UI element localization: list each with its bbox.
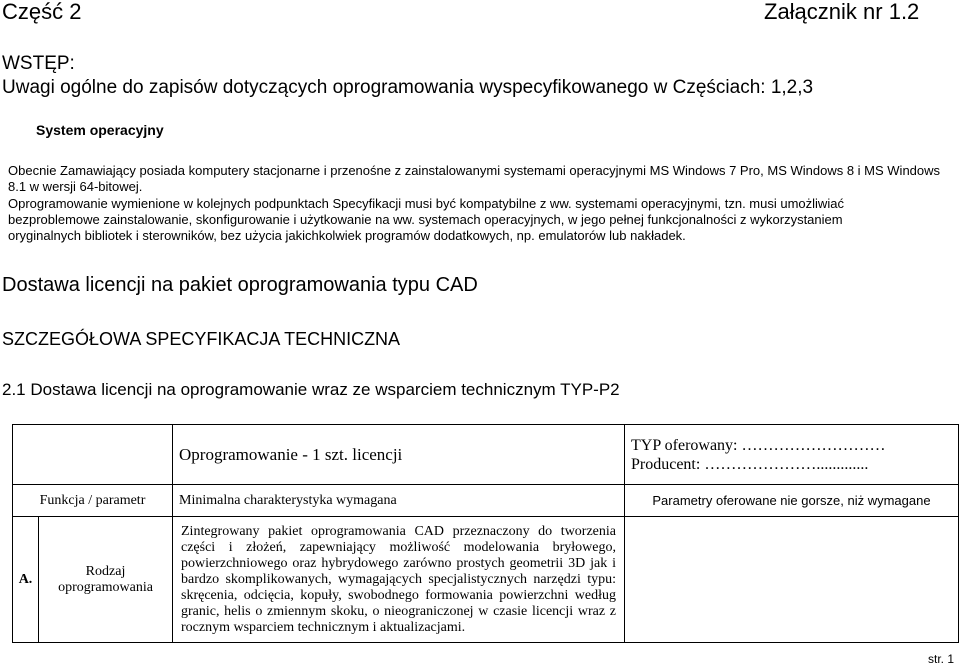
os-paragraph-1: Obecnie Zamawiający posiada komputery stacjonarne i przenośne z zainstalowanymi systemami operacyjnymi MS Windows 7 Pro, MS Windows 8 i MS Windows 8.1 w wersji 64-bitowej. [8,163,941,194]
offer-info-cell [625,425,959,485]
col-function: Funkcja / parametr [13,485,173,517]
table-row [13,517,959,643]
row-description: Zintegrowany pakiet oprogramowania CAD przeznaczony do tworzenia części i złożeń, zapewniający możliwość modelowania bryłowego, powierzchniowego oraz hybrydowego zarówno prostych geometrii 3D jak i bardzo skomplikowanych, wymagających specjalistycznych narzędzi typu: skręcenia, odcięcia, kopuły, swobodnego formowania powierzchni według granic, helis o zmiennym skoku, o nieograniczonej w czasie licencji wraz z rocznym wsparciem technicznym i aktualizacjami. [173,517,625,643]
intro-label: WSTĘP: [2,53,75,74]
row-name: Rodzaj oprogramowania [39,517,173,643]
table-columns-row [13,485,959,517]
empty-cell [13,425,173,485]
part-label: Część 2 [2,0,82,24]
typ-offered: TYP oferowany: ……………………… [631,436,886,454]
row-letter: A. [13,517,39,643]
row-offered-cell [625,517,959,643]
intro-title: Uwagi ogólne do zapisów dotyczących oprogramowania wyspecyfikowanego w Częściach: 1,2,3 [2,77,814,98]
section-heading: 2.1 Dostawa licencji na oprogramowanie wraz ze wsparciem technicznym TYP-P2 [2,380,620,399]
os-paragraph-2-line: Oprogramowanie wymienione w kolejnych podpunktach Specyfikacji musi być kompatybilne z ww. systemami operacyjnymi, tzn. musi umożliwiać [8,196,844,211]
cad-heading: Dostawa licencji na pakiet oprogramowania typu CAD [2,274,478,296]
col-min: Minimalna charakterystyka wymagana [173,485,625,517]
os-paragraph-2-line: oryginalnych bibliotek i sterowników, bez użycia jakichkolwiek programów dodatkowych, np. emulatorów lub nakładek. [8,228,686,243]
os-heading: System operacyjny [36,122,164,138]
os-paragraph-2 [8,196,952,244]
producer: Producent: …………………............. [631,455,869,473]
attachment-label: Załącznik nr 1.2 [764,0,920,24]
software-qty-cell: Oprogramowanie - 1 szt. licencji [173,425,625,485]
intro-block [2,52,813,100]
os-paragraph-2-line: bezproblemowe zainstalowanie, skonfigurowanie i użytkowanie na ww. systemach operacyjnych, w jego pełnej funkcjonalności z wykorzystaniem [8,212,843,227]
col-offered: Parametry oferowane nie gorsze, niż wymagane [625,485,959,517]
spec-table [12,424,959,643]
spec-heading: SZCZEGÓŁOWA SPECYFIKACJA TECHNICZNA [2,329,401,349]
table-header-row [13,425,959,485]
page-number: str. 1 [928,652,955,666]
